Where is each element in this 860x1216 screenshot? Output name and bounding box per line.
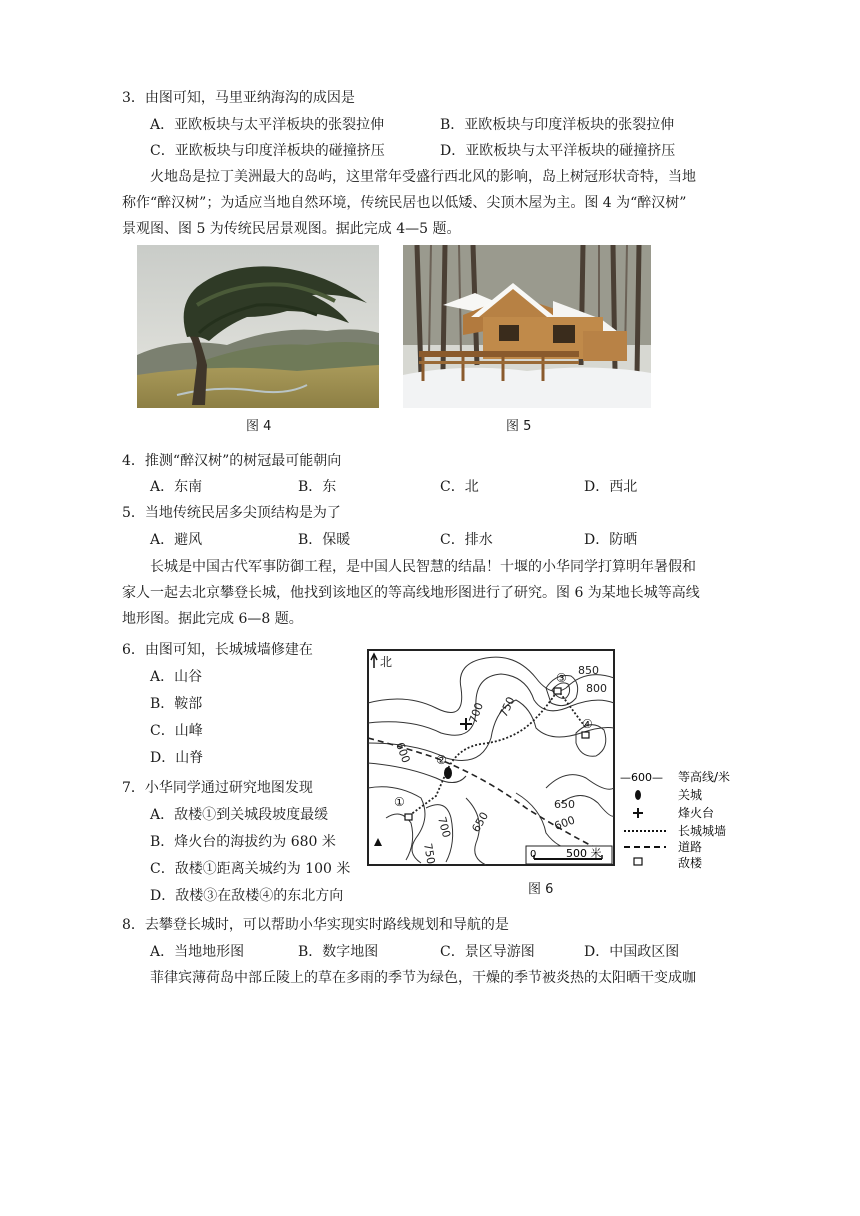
q7-stem: 7．小华同学通过研究地图发现	[122, 780, 313, 796]
q7-option-c: C．敌楼①距离关城约为 100 米	[150, 861, 351, 877]
q5-stem: 5．当地传统民居多尖顶结构是为了	[122, 505, 341, 521]
watchtower-1-icon	[405, 814, 412, 820]
contour-label-750-lower: 750	[421, 842, 438, 866]
contour-label-600-left: 600	[393, 740, 413, 765]
q6-option-b: B．鞍部	[150, 696, 203, 712]
q3-option-b: B．亚欧板块与印度洋板块的张裂拉伸	[440, 117, 675, 133]
q5-option-a: A．避风	[150, 532, 203, 548]
q6-stem: 6．由图可知，长城城墙修建在	[122, 642, 313, 658]
q5-option-d: D．防晒	[584, 532, 638, 548]
contour-label-850: 850	[578, 664, 599, 677]
watchtower-4-icon	[582, 732, 589, 738]
q8-option-d: D．中国政区图	[584, 944, 680, 960]
q8-option-c: C．景区导游图	[440, 944, 535, 960]
passage2-line1: 长城是中国古代军事防御工程，是中国人民智慧的结晶！十堰的小华同学打算明年暑假和	[150, 559, 696, 575]
figure-6-contour-map	[366, 648, 746, 873]
q8-option-b: B．数字地图	[298, 944, 379, 960]
tower-3-marker: ③	[556, 671, 567, 685]
scale-bar	[526, 846, 612, 864]
passage1-line2: 称作“醉汉树”；为适应当地自然环境，传统民居也以低矮、尖顶木屋为主。图 4 为“醉汉树”	[122, 195, 687, 211]
passage1-line1: 火地岛是拉丁美洲最大的岛屿，这里常年受盛行西北风的影响，岛上树冠形状奇特，当地	[150, 169, 696, 185]
q5-option-c: C．排水	[440, 532, 493, 548]
north-arrow-label: 北	[380, 655, 393, 669]
q4-option-d: D．西北	[584, 479, 638, 495]
contour-label-600-lower: 600	[552, 813, 577, 833]
q3-option-a: A．亚欧板块与太平洋板块的张裂拉伸	[150, 117, 385, 133]
contour-label-700-upper: 700	[466, 700, 487, 726]
figure-5-cabin-photo	[403, 245, 651, 408]
q7-option-d: D．敌楼③在敌楼④的东北方向	[150, 888, 344, 904]
passage2-line2: 家人一起去北京攀登长城，他找到该地区的等高线地形图进行了研究。图 6 为某地长城等高线	[122, 585, 700, 601]
q3-stem: 3．由图可知，马里亚纳海沟的成因是	[122, 90, 355, 106]
q7-option-a: A．敌楼①到关城段坡度最缓	[150, 807, 329, 823]
watchtower-3-icon	[554, 688, 561, 694]
q6-option-d: D．山脊	[150, 750, 204, 766]
contour-label-650-right: 650	[554, 798, 575, 811]
svg-text:0: 0	[530, 849, 537, 860]
figure-4-drunk-tree-photo	[137, 245, 379, 408]
svg-text:—600—: —600—	[620, 771, 663, 784]
tower-1-marker: ①	[394, 795, 405, 809]
q6-option-c: C．山峰	[150, 723, 203, 739]
q8-option-a: A．当地地形图	[150, 944, 245, 960]
svg-text:道路: 道路	[678, 840, 703, 854]
q7-option-b: B．烽火台的海拔约为 680 米	[150, 834, 336, 850]
figure-6-caption: 图 6	[528, 882, 554, 897]
q4-stem: 4．推测“醉汉树”的树冠最可能朝向	[122, 453, 342, 469]
q3-option-c: C．亚欧板块与印度洋板块的碰撞挤压	[150, 143, 385, 159]
pass-2-marker: ②	[436, 753, 447, 767]
map-legend	[620, 769, 730, 870]
figure-5-caption: 图 5	[506, 419, 532, 434]
q8-stem: 8．去攀登长城时，可以帮助小华实现实时路线规划和导航的是	[122, 917, 509, 933]
contour-label-800: 800	[586, 682, 607, 695]
q5-option-b: B．保暖	[298, 532, 351, 548]
q6-option-a: A．山谷	[150, 669, 203, 685]
tower-4-marker: ④	[582, 717, 593, 731]
passage3-line1: 菲律宾薄荷岛中部丘陵上的草在多雨的季节为绿色，干燥的季节被炎热的太阳晒干变成咖	[150, 970, 696, 986]
q4-option-a: A．东南	[150, 479, 203, 495]
contour-label-750-upper: 750	[496, 694, 518, 720]
pass-fort-icon	[444, 767, 452, 779]
contour-label-700-lower: 700	[435, 815, 454, 840]
svg-text:长城城墙: 长城城墙	[678, 824, 727, 838]
svg-text:烽火台: 烽火台	[678, 806, 715, 820]
passage1-line3: 景观图、图 5 为传统民居景观图。据此完成 4—5 题。	[122, 221, 461, 237]
svg-text:500 米: 500 米	[566, 847, 602, 860]
q4-option-c: C．北	[440, 479, 479, 495]
contour-label-650-lower: 650	[469, 809, 492, 835]
figure-4-caption: 图 4	[246, 419, 272, 434]
q3-option-d: D．亚欧板块与太平洋板块的碰撞挤压	[440, 143, 676, 159]
svg-text:敌楼: 敌楼	[678, 856, 703, 870]
q4-option-b: B．东	[298, 479, 337, 495]
svg-text:关城: 关城	[678, 788, 703, 802]
passage2-line3: 地形图。据此完成 6—8 题。	[122, 611, 303, 627]
svg-text:等高线/米: 等高线/米	[678, 770, 731, 784]
